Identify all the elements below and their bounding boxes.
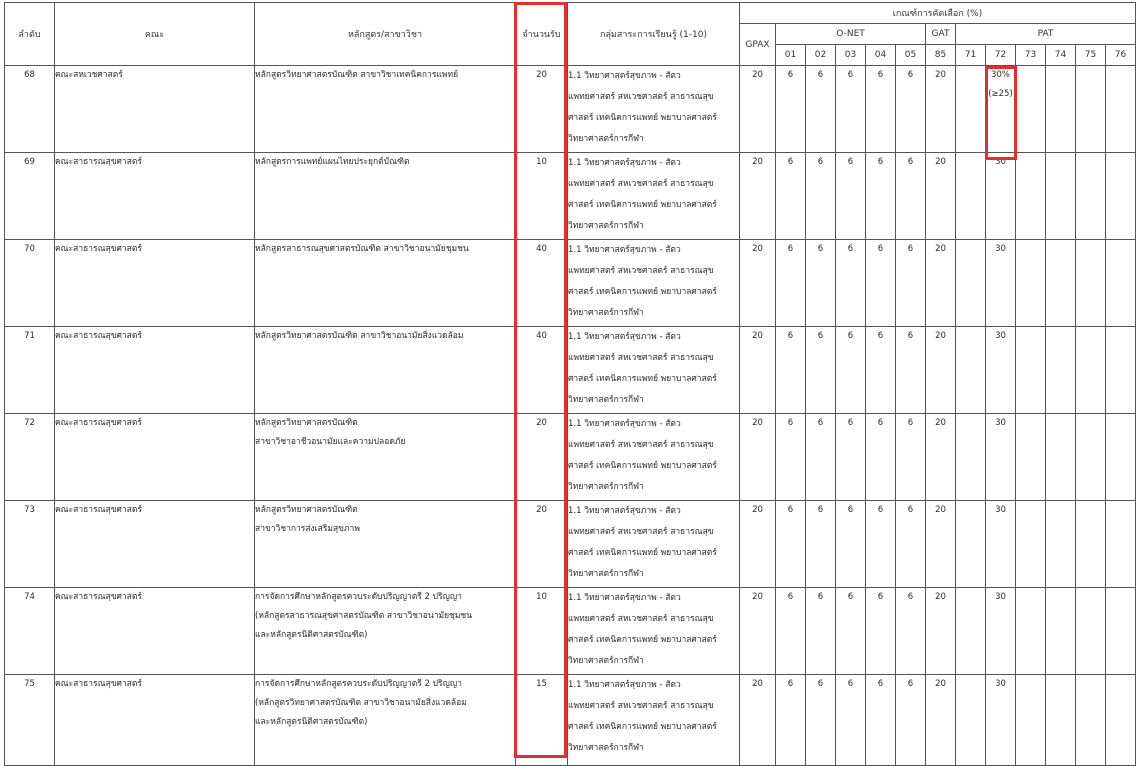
- header-groups: กลุ่มสาระการเรียนรู้ (1-10): [568, 3, 740, 66]
- learning-groups-cell: [568, 501, 740, 588]
- program-line: การจัดการศึกษาหลักสูตรควบระดับปริญญาตรี 2 ปริญญา: [255, 592, 462, 602]
- pat-cell: [1106, 66, 1136, 153]
- row-number: 70: [5, 240, 55, 327]
- pat-cell: [956, 327, 986, 414]
- group-line: ศาสตร์ เทคนิคการแพทย์ พยาบาลศาสตร์: [568, 722, 717, 732]
- onet-cell: 6: [806, 153, 836, 240]
- table-row: [5, 414, 1136, 501]
- onet-cell: 6: [896, 588, 926, 675]
- pat-cell: [986, 675, 1016, 766]
- pat-cell: [956, 501, 986, 588]
- program-line: สาขาวิชาอาชีวอนามัยและความปลอดภัย: [255, 437, 406, 447]
- seats-cell: 15: [516, 675, 568, 766]
- program-line: (หลักสูตรวิทยาศาสตรบัณฑิต สาขาวิชาอนามัยสิ่งแวดล้อม: [255, 698, 467, 708]
- onet-cell: 6: [866, 501, 896, 588]
- header-onet-subject: 05: [896, 45, 926, 66]
- faculty-cell: คณะสาธารณสุขศาสตร์: [55, 240, 255, 327]
- program-cell: [255, 153, 516, 240]
- pat-cell: [1076, 501, 1106, 588]
- onet-cell: 6: [866, 66, 896, 153]
- pat-cell: [956, 240, 986, 327]
- program-cell: [255, 327, 516, 414]
- group-line: วิทยาศาสตร์การกีฬา: [568, 134, 644, 144]
- program-line: หลักสูตรวิทยาศาสตรบัณฑิต สาขาวิชาอนามัยสิ่งแวดล้อม: [255, 331, 464, 341]
- learning-groups-cell: [568, 153, 740, 240]
- group-line: ศาสตร์ เทคนิคการแพทย์ พยาบาลศาสตร์: [568, 635, 717, 645]
- row-number: 75: [5, 675, 55, 766]
- onet-cell: 6: [836, 240, 866, 327]
- header-pat-subject: 76: [1106, 45, 1136, 66]
- gpax-cell: 20: [740, 240, 776, 327]
- faculty-cell: คณะสาธารณสุขศาสตร์: [55, 414, 255, 501]
- faculty-cell: คณะสาธารณสุขศาสตร์: [55, 153, 255, 240]
- group-line: ศาสตร์ เทคนิคการแพทย์ พยาบาลศาสตร์: [568, 200, 717, 210]
- pat-cell: [986, 501, 1016, 588]
- group-line: วิทยาศาสตร์การกีฬา: [568, 221, 644, 231]
- header-pat-subject: 74: [1046, 45, 1076, 66]
- group-line: 1.1 วิทยาศาสตร์สุขภาพ - สัตว: [568, 680, 681, 690]
- seats-cell: 40: [516, 327, 568, 414]
- header-pat-subject: 72: [986, 45, 1016, 66]
- onet-cell: 6: [836, 414, 866, 501]
- header-gpax: GPAX: [740, 24, 776, 66]
- pat-cell: [1016, 327, 1046, 414]
- program-cell: [255, 588, 516, 675]
- pat-value: 30: [995, 331, 1006, 341]
- gat-cell: 20: [926, 240, 956, 327]
- seats-cell: 10: [516, 153, 568, 240]
- faculty-cell: คณะสาธารณสุขศาสตร์: [55, 501, 255, 588]
- pat-cell: [1016, 501, 1046, 588]
- row-number: 68: [5, 66, 55, 153]
- pat-cell: [956, 588, 986, 675]
- onet-cell: 6: [836, 588, 866, 675]
- pat-cell: [986, 153, 1016, 240]
- group-line: แพทยศาสตร์ สหเวชศาสตร์ สาธารณสุข: [568, 266, 714, 276]
- pat-cell: [1106, 588, 1136, 675]
- pat-cell: [1046, 588, 1076, 675]
- onet-cell: 6: [896, 675, 926, 766]
- onet-cell: 6: [806, 501, 836, 588]
- group-line: วิทยาศาสตร์การกีฬา: [568, 482, 644, 492]
- table-row: [5, 153, 1136, 240]
- group-line: ศาสตร์ เทคนิคการแพทย์ พยาบาลศาสตร์: [568, 113, 717, 123]
- seats-cell: 20: [516, 501, 568, 588]
- header-pat: PAT: [956, 24, 1136, 45]
- group-line: ศาสตร์ เทคนิคการแพทย์ พยาบาลศาสตร์: [568, 548, 717, 558]
- header-faculty: คณะ: [55, 3, 255, 66]
- group-line: แพทยศาสตร์ สหเวชศาสตร์ สาธารณสุข: [568, 179, 714, 189]
- header-gat: GAT: [926, 24, 956, 45]
- faculty-cell: คณะสาธารณสุขศาสตร์: [55, 327, 255, 414]
- table-row: [5, 240, 1136, 327]
- row-number: 71: [5, 327, 55, 414]
- group-line: แพทยศาสตร์ สหเวชศาสตร์ สาธารณสุข: [568, 701, 714, 711]
- pat-cell: [1076, 66, 1106, 153]
- header-pat-subject: 75: [1076, 45, 1106, 66]
- pat-cell: [986, 327, 1016, 414]
- onet-cell: 6: [896, 327, 926, 414]
- pat-cell: [1106, 240, 1136, 327]
- pat-cell: [986, 414, 1016, 501]
- pat-cell: [986, 240, 1016, 327]
- pat-cell: [956, 66, 986, 153]
- pat-cell: [1046, 240, 1076, 327]
- pat-cell: [1076, 327, 1106, 414]
- onet-cell: 6: [776, 327, 806, 414]
- group-line: แพทยศาสตร์ สหเวชศาสตร์ สาธารณสุข: [568, 92, 714, 102]
- table-row: [5, 501, 1136, 588]
- onet-cell: 6: [776, 66, 806, 153]
- row-number: 74: [5, 588, 55, 675]
- group-line: วิทยาศาสตร์การกีฬา: [568, 743, 644, 753]
- program-cell: [255, 66, 516, 153]
- seats-cell: 10: [516, 588, 568, 675]
- program-cell: [255, 414, 516, 501]
- faculty-cell: คณะสาธารณสุขศาสตร์: [55, 675, 255, 766]
- onet-cell: 6: [806, 240, 836, 327]
- pat-cell: [1046, 414, 1076, 501]
- onet-cell: 6: [836, 66, 866, 153]
- pat-cell: [1016, 588, 1046, 675]
- pat-cell: [986, 66, 1016, 153]
- learning-groups-cell: [568, 240, 740, 327]
- onet-cell: 6: [866, 327, 896, 414]
- pat-cell: [1076, 240, 1106, 327]
- group-line: ศาสตร์ เทคนิคการแพทย์ พยาบาลศาสตร์: [568, 287, 717, 297]
- pat-cell: [1076, 414, 1106, 501]
- gat-cell: 20: [926, 501, 956, 588]
- group-line: 1.1 วิทยาศาสตร์สุขภาพ - สัตว: [568, 419, 681, 429]
- onet-cell: 6: [776, 588, 806, 675]
- seats-cell: 40: [516, 240, 568, 327]
- header-seats: จำนวนรับ: [516, 3, 568, 66]
- pat-value: 30: [995, 418, 1006, 428]
- pat-value: 30: [995, 592, 1006, 602]
- pat-cell: [1046, 501, 1076, 588]
- row-number: 72: [5, 414, 55, 501]
- pat-cell: [1016, 153, 1046, 240]
- gpax-cell: 20: [740, 675, 776, 766]
- learning-groups-cell: [568, 588, 740, 675]
- pat-cell: [1046, 153, 1076, 240]
- gpax-cell: 20: [740, 327, 776, 414]
- row-number: 73: [5, 501, 55, 588]
- table-row: [5, 327, 1136, 414]
- pat-value: 30: [995, 505, 1006, 515]
- gat-cell: 20: [926, 66, 956, 153]
- pat-value: 30: [995, 157, 1006, 167]
- gat-cell: 20: [926, 588, 956, 675]
- gpax-cell: 20: [740, 153, 776, 240]
- pat-note: (≥25): [988, 89, 1013, 99]
- onet-cell: 6: [836, 675, 866, 766]
- gat-cell: 20: [926, 153, 956, 240]
- header-no: ลำดับ: [5, 3, 55, 66]
- pat-cell: [1106, 414, 1136, 501]
- gpax-cell: 20: [740, 414, 776, 501]
- pat-cell: [1076, 153, 1106, 240]
- onet-cell: 6: [866, 240, 896, 327]
- program-cell: [255, 240, 516, 327]
- program-line: หลักสูตรการแพทย์แผนไทยประยุกต์บัณฑิต: [255, 157, 410, 167]
- gat-cell: 20: [926, 327, 956, 414]
- program-line: หลักสูตรวิทยาศาสตรบัณฑิต สาขาวิชาเทคนิคการแพทย์: [255, 70, 459, 80]
- table-row: [5, 675, 1136, 766]
- pat-cell: [1106, 501, 1136, 588]
- onet-cell: 6: [806, 327, 836, 414]
- table-body: [5, 66, 1136, 766]
- pat-value: 30: [995, 244, 1006, 254]
- onet-cell: 6: [866, 675, 896, 766]
- onet-cell: 6: [866, 153, 896, 240]
- onet-cell: 6: [896, 66, 926, 153]
- onet-cell: 6: [836, 501, 866, 588]
- faculty-cell: คณะสาธารณสุขศาสตร์: [55, 588, 255, 675]
- group-line: 1.1 วิทยาศาสตร์สุขภาพ - สัตว: [568, 593, 681, 603]
- header-onet: O-NET: [776, 24, 926, 45]
- group-line: วิทยาศาสตร์การกีฬา: [568, 308, 644, 318]
- learning-groups-cell: [568, 327, 740, 414]
- pat-cell: [1106, 327, 1136, 414]
- onet-cell: 6: [806, 414, 836, 501]
- onet-cell: 6: [836, 153, 866, 240]
- pat-cell: [1076, 588, 1106, 675]
- onet-cell: 6: [866, 414, 896, 501]
- learning-groups-cell: [568, 414, 740, 501]
- pat-cell: [986, 588, 1016, 675]
- header-onet-subject: 01: [776, 45, 806, 66]
- pat-cell: [956, 675, 986, 766]
- group-line: แพทยศาสตร์ สหเวชศาสตร์ สาธารณสุข: [568, 440, 714, 450]
- pat-value: 30: [995, 679, 1006, 689]
- group-line: แพทยศาสตร์ สหเวชศาสตร์ สาธารณสุข: [568, 614, 714, 624]
- gat-cell: 20: [926, 675, 956, 766]
- group-line: วิทยาศาสตร์การกีฬา: [568, 395, 644, 405]
- pat-cell: [1016, 414, 1046, 501]
- gpax-cell: 20: [740, 66, 776, 153]
- onet-cell: 6: [896, 240, 926, 327]
- group-line: ศาสตร์ เทคนิคการแพทย์ พยาบาลศาสตร์: [568, 374, 717, 384]
- admission-criteria-table: [4, 2, 1136, 766]
- pat-value: 30%: [991, 70, 1010, 80]
- seats-cell: 20: [516, 414, 568, 501]
- header-program: หลักสูตร/สาขาวิชา: [255, 3, 516, 66]
- faculty-cell: คณะสหเวชศาสตร์: [55, 66, 255, 153]
- header-pat-subject: 71: [956, 45, 986, 66]
- program-cell: [255, 675, 516, 766]
- onet-cell: 6: [776, 240, 806, 327]
- pat-cell: [1076, 675, 1106, 766]
- group-line: 1.1 วิทยาศาสตร์สุขภาพ - สัตว: [568, 332, 681, 342]
- gpax-cell: 20: [740, 501, 776, 588]
- header-onet-subject: 04: [866, 45, 896, 66]
- onet-cell: 6: [776, 675, 806, 766]
- pat-cell: [1046, 675, 1076, 766]
- pat-cell: [956, 414, 986, 501]
- onet-cell: 6: [896, 501, 926, 588]
- program-line: หลักสูตรสาธารณสุขศาสตรบัณฑิต สาขาวิชาอนามัยชุมชน: [255, 244, 469, 254]
- group-line: แพทยศาสตร์ สหเวชศาสตร์ สาธารณสุข: [568, 527, 714, 537]
- learning-groups-cell: [568, 66, 740, 153]
- learning-groups-cell: [568, 675, 740, 766]
- onet-cell: 6: [806, 66, 836, 153]
- table-row: [5, 588, 1136, 675]
- onet-cell: 6: [776, 153, 806, 240]
- pat-cell: [956, 153, 986, 240]
- onet-cell: 6: [776, 501, 806, 588]
- program-line: (หลักสูตรสาธารณสุขศาสตรบัณฑิต สาขาวิชาอนามัยชุมชน: [255, 611, 473, 621]
- pat-cell: [1046, 66, 1076, 153]
- group-line: 1.1 วิทยาศาสตร์สุขภาพ - สัตว: [568, 506, 681, 516]
- header-gat-code: 85: [926, 45, 956, 66]
- onet-cell: 6: [836, 327, 866, 414]
- program-line: สาขาวิชาการส่งเสริมสุขภาพ: [255, 524, 360, 534]
- header-onet-subject: 02: [806, 45, 836, 66]
- program-line: และหลักสูตรนิติศาสตรบัณฑิต): [255, 630, 368, 640]
- pat-cell: [1106, 153, 1136, 240]
- onet-cell: 6: [896, 414, 926, 501]
- header-criteria: เกณฑ์การคัดเลือก (%): [740, 3, 1136, 24]
- onet-cell: 6: [896, 153, 926, 240]
- header-pat-subject: 73: [1016, 45, 1046, 66]
- row-number: 69: [5, 153, 55, 240]
- onet-cell: 6: [806, 675, 836, 766]
- header-onet-subject: 03: [836, 45, 866, 66]
- table-header: [5, 3, 1136, 66]
- group-line: วิทยาศาสตร์การกีฬา: [568, 569, 644, 579]
- group-line: 1.1 วิทยาศาสตร์สุขภาพ - สัตว: [568, 71, 681, 81]
- program-line: การจัดการศึกษาหลักสูตรควบระดับปริญญาตรี 2 ปริญญา: [255, 679, 462, 689]
- group-line: แพทยศาสตร์ สหเวชศาสตร์ สาธารณสุข: [568, 353, 714, 363]
- program-cell: [255, 501, 516, 588]
- group-line: 1.1 วิทยาศาสตร์สุขภาพ - สัตว: [568, 245, 681, 255]
- group-line: วิทยาศาสตร์การกีฬา: [568, 656, 644, 666]
- gpax-cell: 20: [740, 588, 776, 675]
- pat-cell: [1016, 675, 1046, 766]
- onet-cell: 6: [806, 588, 836, 675]
- group-line: ศาสตร์ เทคนิคการแพทย์ พยาบาลศาสตร์: [568, 461, 717, 471]
- pat-cell: [1046, 327, 1076, 414]
- program-line: หลักสูตรวิทยาศาสตรบัณฑิต: [255, 418, 358, 428]
- group-line: 1.1 วิทยาศาสตร์สุขภาพ - สัตว: [568, 158, 681, 168]
- seats-cell: 20: [516, 66, 568, 153]
- onet-cell: 6: [776, 414, 806, 501]
- program-line: หลักสูตรวิทยาศาสตรบัณฑิต: [255, 505, 358, 515]
- program-line: และหลักสูตรนิติศาสตรบัณฑิต): [255, 717, 368, 727]
- pat-cell: [1016, 240, 1046, 327]
- gat-cell: 20: [926, 414, 956, 501]
- onet-cell: 6: [866, 588, 896, 675]
- pat-cell: [1106, 675, 1136, 766]
- pat-cell: [1016, 66, 1046, 153]
- table-row: [5, 66, 1136, 153]
